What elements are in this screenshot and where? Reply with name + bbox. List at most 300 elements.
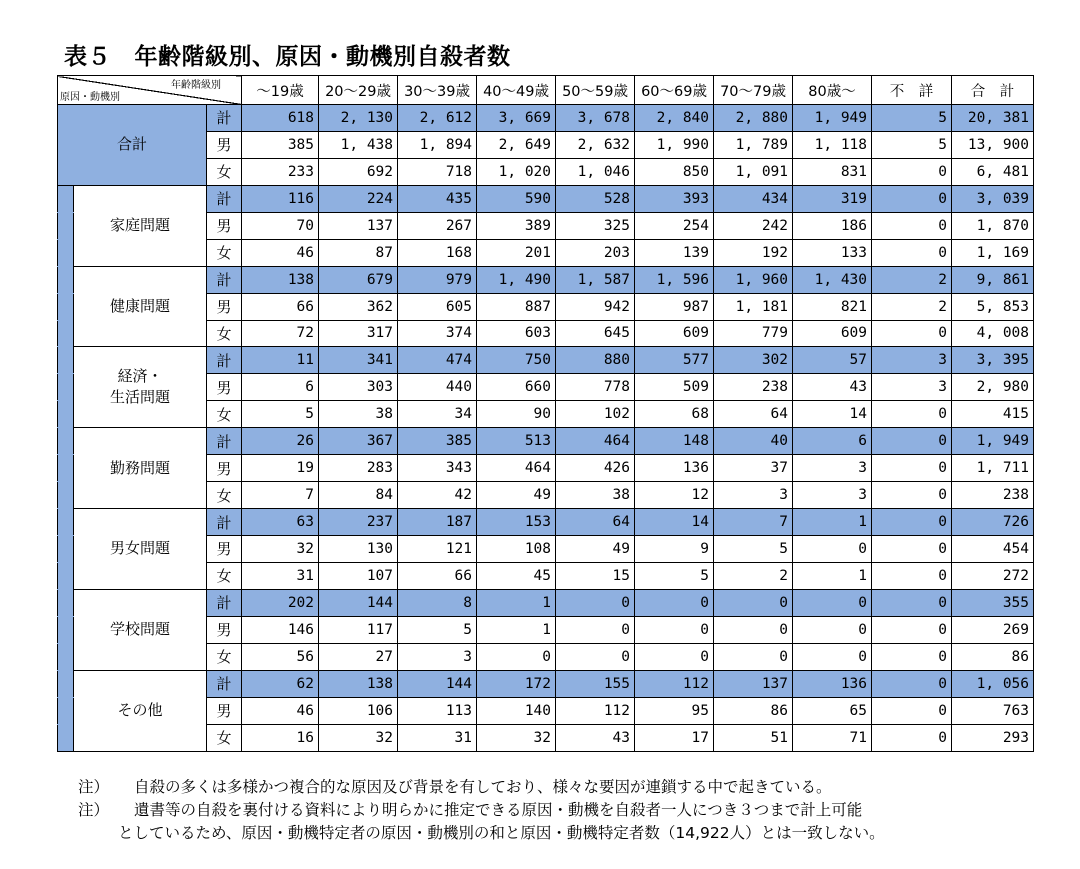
sex-label: 男 <box>207 455 242 482</box>
column-header: 70～79歳 <box>714 76 793 105</box>
value-cell: 14 <box>635 509 714 536</box>
table-title: 表５ 年齢階級別、原因・動機別自殺者数 <box>64 44 511 70</box>
value-cell: 0 <box>872 455 952 482</box>
value-cell: 15 <box>556 562 635 589</box>
category-label: 合計 <box>58 105 207 186</box>
value-cell: 11 <box>242 347 319 374</box>
value-cell: 62 <box>242 670 319 697</box>
value-cell: 138 <box>242 266 319 293</box>
value-cell: 242 <box>714 212 793 239</box>
value-cell: 2 <box>872 293 952 320</box>
indent-strip <box>58 562 74 589</box>
value-cell: 34 <box>398 401 477 428</box>
value-cell: 1, 438 <box>319 131 398 158</box>
value-cell: 238 <box>952 482 1034 509</box>
value-cell: 692 <box>319 158 398 185</box>
diag-label-age: 年齢階級別 <box>171 80 222 91</box>
value-cell: 112 <box>556 697 635 724</box>
value-cell: 1, 118 <box>793 131 872 158</box>
value-cell: 7 <box>714 509 793 536</box>
value-cell: 293 <box>952 724 1034 751</box>
value-cell: 192 <box>714 239 793 266</box>
value-cell: 186 <box>793 212 872 239</box>
value-cell: 31 <box>242 562 319 589</box>
value-cell: 0 <box>714 589 793 616</box>
value-cell: 979 <box>398 266 477 293</box>
notes-section <box>78 776 885 845</box>
value-cell: 1, 020 <box>477 158 556 185</box>
value-cell: 187 <box>398 509 477 536</box>
indent-strip <box>58 509 74 536</box>
value-cell: 367 <box>319 428 398 455</box>
value-cell: 71 <box>793 724 872 751</box>
value-cell: 0 <box>635 643 714 670</box>
sex-label: 計 <box>207 266 242 293</box>
value-cell: 605 <box>398 293 477 320</box>
value-cell: 32 <box>242 536 319 563</box>
indent-strip <box>58 320 74 347</box>
note-label: 注） <box>78 778 110 796</box>
value-cell: 68 <box>635 401 714 428</box>
value-cell: 38 <box>319 401 398 428</box>
sex-label: 男 <box>207 212 242 239</box>
indent-strip <box>58 212 74 239</box>
total-row <box>58 428 1034 455</box>
indent-strip <box>58 455 74 482</box>
sex-label: 女 <box>207 482 242 509</box>
value-cell: 0 <box>556 643 635 670</box>
category-label: 家庭問題 <box>74 185 207 266</box>
value-cell: 2, 980 <box>952 374 1034 401</box>
value-cell: 0 <box>872 562 952 589</box>
value-cell: 0 <box>872 212 952 239</box>
column-header: 60～69歳 <box>635 76 714 105</box>
sex-label: 男 <box>207 697 242 724</box>
value-cell: 1, 490 <box>477 266 556 293</box>
value-cell: 2, 649 <box>477 131 556 158</box>
value-cell: 4, 008 <box>952 320 1034 347</box>
indent-strip <box>58 293 74 320</box>
value-cell: 1 <box>793 562 872 589</box>
value-cell: 26 <box>242 428 319 455</box>
value-cell: 513 <box>477 428 556 455</box>
value-cell: 95 <box>635 697 714 724</box>
value-cell: 1, 894 <box>398 131 477 158</box>
value-cell: 108 <box>477 536 556 563</box>
sex-label: 計 <box>207 670 242 697</box>
sex-label: 男 <box>207 293 242 320</box>
value-cell: 1, 711 <box>952 455 1034 482</box>
value-cell: 1 <box>793 509 872 536</box>
value-cell: 645 <box>556 320 635 347</box>
indent-strip <box>58 724 74 751</box>
note-2-continuation: としているため、原因・動機特定者の原因・動機別の和と原因・動機特定者数（14,922人）とは一致しない。 <box>118 824 885 842</box>
indent-strip <box>58 616 74 643</box>
value-cell: 3, 678 <box>556 105 635 132</box>
value-cell: 87 <box>319 239 398 266</box>
value-cell: 778 <box>556 374 635 401</box>
note-2 <box>78 799 885 822</box>
value-cell: 355 <box>952 589 1034 616</box>
value-cell: 880 <box>556 347 635 374</box>
value-cell: 302 <box>714 347 793 374</box>
value-cell: 0 <box>714 643 793 670</box>
value-cell: 172 <box>477 670 556 697</box>
value-cell: 389 <box>477 212 556 239</box>
value-cell: 32 <box>319 724 398 751</box>
value-cell: 56 <box>242 643 319 670</box>
value-cell: 12 <box>635 482 714 509</box>
value-cell: 45 <box>477 562 556 589</box>
category-label: 学校問題 <box>74 589 207 670</box>
value-cell: 5 <box>714 536 793 563</box>
value-cell: 63 <box>242 509 319 536</box>
note-text: 遺書等の自殺を裏付ける資料により明らかに推定できる原因・動機を自殺者一人につき３つまで計上可能 <box>134 801 863 819</box>
note-1 <box>78 776 885 799</box>
value-cell: 66 <box>242 293 319 320</box>
value-cell: 2, 612 <box>398 105 477 132</box>
value-cell: 6 <box>242 374 319 401</box>
value-cell: 2, 840 <box>635 105 714 132</box>
value-cell: 887 <box>477 293 556 320</box>
value-cell: 283 <box>319 455 398 482</box>
indent-strip <box>58 697 74 724</box>
value-cell: 27 <box>319 643 398 670</box>
category-label: 男女問題 <box>74 509 207 590</box>
value-cell: 136 <box>793 670 872 697</box>
value-cell: 144 <box>319 589 398 616</box>
column-header: 不 詳 <box>872 76 952 105</box>
value-cell: 3 <box>793 455 872 482</box>
value-cell: 2, 632 <box>556 131 635 158</box>
total-row <box>58 347 1034 374</box>
value-cell: 0 <box>872 482 952 509</box>
value-cell: 5 <box>398 616 477 643</box>
sex-label: 男 <box>207 536 242 563</box>
value-cell: 0 <box>793 616 872 643</box>
value-cell: 272 <box>952 562 1034 589</box>
indent-strip <box>58 670 74 697</box>
value-cell: 850 <box>635 158 714 185</box>
value-cell: 148 <box>635 428 714 455</box>
value-cell: 464 <box>477 455 556 482</box>
value-cell: 0 <box>872 239 952 266</box>
value-cell: 3 <box>714 482 793 509</box>
value-cell: 987 <box>635 293 714 320</box>
value-cell: 20, 381 <box>952 105 1034 132</box>
value-cell: 374 <box>398 320 477 347</box>
value-cell: 385 <box>242 131 319 158</box>
value-cell: 528 <box>556 185 635 212</box>
value-cell: 70 <box>242 212 319 239</box>
suicide-stats-table <box>57 75 1034 752</box>
value-cell: 146 <box>242 616 319 643</box>
value-cell: 0 <box>556 616 635 643</box>
value-cell: 609 <box>793 320 872 347</box>
value-cell: 5 <box>872 105 952 132</box>
value-cell: 2, 880 <box>714 105 793 132</box>
sex-label: 計 <box>207 105 242 132</box>
value-cell: 831 <box>793 158 872 185</box>
value-cell: 1, 960 <box>714 266 793 293</box>
value-cell: 474 <box>398 347 477 374</box>
value-cell: 31 <box>398 724 477 751</box>
total-row <box>58 509 1034 536</box>
sex-label: 計 <box>207 428 242 455</box>
category-label: 経済・ 生活問題 <box>74 347 207 428</box>
category-label: その他 <box>74 670 207 751</box>
value-cell: 603 <box>477 320 556 347</box>
value-cell: 750 <box>477 347 556 374</box>
value-cell: 0 <box>714 616 793 643</box>
indent-strip <box>58 536 74 563</box>
value-cell: 343 <box>398 455 477 482</box>
value-cell: 362 <box>319 293 398 320</box>
value-cell: 14 <box>793 401 872 428</box>
value-cell: 137 <box>714 670 793 697</box>
value-cell: 0 <box>872 697 952 724</box>
value-cell: 590 <box>477 185 556 212</box>
value-cell: 168 <box>398 239 477 266</box>
value-cell: 0 <box>872 320 952 347</box>
value-cell: 2 <box>872 266 952 293</box>
value-cell: 8 <box>398 589 477 616</box>
value-cell: 49 <box>477 482 556 509</box>
value-cell: 203 <box>556 239 635 266</box>
value-cell: 49 <box>556 536 635 563</box>
sex-label: 女 <box>207 724 242 751</box>
value-cell: 1, 949 <box>793 105 872 132</box>
value-cell: 3, 039 <box>952 185 1034 212</box>
indent-strip <box>58 347 74 374</box>
value-cell: 116 <box>242 185 319 212</box>
value-cell: 43 <box>556 724 635 751</box>
value-cell: 113 <box>398 697 477 724</box>
sex-label: 計 <box>207 185 242 212</box>
value-cell: 86 <box>952 643 1034 670</box>
diagonal-header-cell <box>58 76 242 105</box>
value-cell: 106 <box>319 697 398 724</box>
sex-label: 女 <box>207 158 242 185</box>
value-cell: 0 <box>872 536 952 563</box>
value-cell: 303 <box>319 374 398 401</box>
value-cell: 121 <box>398 536 477 563</box>
value-cell: 426 <box>556 455 635 482</box>
value-cell: 138 <box>319 670 398 697</box>
value-cell: 5 <box>242 401 319 428</box>
value-cell: 140 <box>477 697 556 724</box>
value-cell: 454 <box>952 536 1034 563</box>
value-cell: 66 <box>398 562 477 589</box>
value-cell: 3, 669 <box>477 105 556 132</box>
sex-label: 男 <box>207 374 242 401</box>
value-cell: 3 <box>793 482 872 509</box>
total-row <box>58 670 1034 697</box>
value-cell: 13, 900 <box>952 131 1034 158</box>
value-cell: 0 <box>477 643 556 670</box>
column-header: 合 計 <box>952 76 1034 105</box>
value-cell: 90 <box>477 401 556 428</box>
value-cell: 46 <box>242 697 319 724</box>
sex-label: 女 <box>207 643 242 670</box>
value-cell: 0 <box>872 509 952 536</box>
note-label: 注） <box>78 801 110 819</box>
value-cell: 9, 861 <box>952 266 1034 293</box>
value-cell: 64 <box>714 401 793 428</box>
value-cell: 201 <box>477 239 556 266</box>
value-cell: 155 <box>556 670 635 697</box>
value-cell: 0 <box>872 724 952 751</box>
indent-strip <box>58 589 74 616</box>
value-cell: 415 <box>952 401 1034 428</box>
total-row <box>58 185 1034 212</box>
indent-strip <box>58 428 74 455</box>
value-cell: 1, 091 <box>714 158 793 185</box>
total-row <box>58 105 1034 132</box>
sex-label: 女 <box>207 320 242 347</box>
value-cell: 0 <box>872 589 952 616</box>
indent-strip <box>58 239 74 266</box>
column-header: 20～29歳 <box>319 76 398 105</box>
value-cell: 133 <box>793 239 872 266</box>
value-cell: 17 <box>635 724 714 751</box>
value-cell: 130 <box>319 536 398 563</box>
value-cell: 618 <box>242 105 319 132</box>
column-header: 50～59歳 <box>556 76 635 105</box>
value-cell: 72 <box>242 320 319 347</box>
sex-label: 計 <box>207 509 242 536</box>
value-cell: 3, 395 <box>952 347 1034 374</box>
value-cell: 0 <box>556 589 635 616</box>
value-cell: 269 <box>952 616 1034 643</box>
sex-label: 計 <box>207 347 242 374</box>
value-cell: 0 <box>872 428 952 455</box>
value-cell: 0 <box>793 589 872 616</box>
value-cell: 779 <box>714 320 793 347</box>
header-row <box>58 76 1034 105</box>
value-cell: 1 <box>477 616 556 643</box>
indent-strip <box>58 482 74 509</box>
value-cell: 107 <box>319 562 398 589</box>
value-cell: 254 <box>635 212 714 239</box>
value-cell: 341 <box>319 347 398 374</box>
value-cell: 385 <box>398 428 477 455</box>
diag-label-cause: 原因・動機別 <box>60 92 120 103</box>
value-cell: 112 <box>635 670 714 697</box>
value-cell: 577 <box>635 347 714 374</box>
value-cell: 102 <box>556 401 635 428</box>
value-cell: 3 <box>872 347 952 374</box>
note-text: 自殺の多くは多様かつ複合的な原因及び背景を有しており、様々な要因が連鎖する中で起きている。 <box>134 778 832 796</box>
value-cell: 434 <box>714 185 793 212</box>
value-cell: 0 <box>635 616 714 643</box>
value-cell: 40 <box>714 428 793 455</box>
value-cell: 1, 949 <box>952 428 1034 455</box>
value-cell: 57 <box>793 347 872 374</box>
value-cell: 0 <box>635 589 714 616</box>
value-cell: 9 <box>635 536 714 563</box>
value-cell: 435 <box>398 185 477 212</box>
value-cell: 42 <box>398 482 477 509</box>
value-cell: 16 <box>242 724 319 751</box>
value-cell: 718 <box>398 158 477 185</box>
value-cell: 144 <box>398 670 477 697</box>
indent-strip <box>58 401 74 428</box>
value-cell: 6 <box>793 428 872 455</box>
value-cell: 267 <box>398 212 477 239</box>
value-cell: 5 <box>872 131 952 158</box>
column-header: 30～39歳 <box>398 76 477 105</box>
value-cell: 393 <box>635 185 714 212</box>
value-cell: 237 <box>319 509 398 536</box>
value-cell: 117 <box>319 616 398 643</box>
value-cell: 679 <box>319 266 398 293</box>
value-cell: 1, 430 <box>793 266 872 293</box>
value-cell: 0 <box>872 616 952 643</box>
value-cell: 1, 870 <box>952 212 1034 239</box>
value-cell: 1, 181 <box>714 293 793 320</box>
category-label: 勤務問題 <box>74 428 207 509</box>
value-cell: 3 <box>872 374 952 401</box>
sex-label: 女 <box>207 239 242 266</box>
value-cell: 38 <box>556 482 635 509</box>
value-cell: 0 <box>872 401 952 428</box>
value-cell: 46 <box>242 239 319 266</box>
value-cell: 0 <box>793 643 872 670</box>
value-cell: 1, 596 <box>635 266 714 293</box>
value-cell: 609 <box>635 320 714 347</box>
value-cell: 1, 169 <box>952 239 1034 266</box>
indent-strip <box>58 266 74 293</box>
value-cell: 440 <box>398 374 477 401</box>
value-cell: 43 <box>793 374 872 401</box>
value-cell: 1 <box>477 589 556 616</box>
value-cell: 65 <box>793 697 872 724</box>
value-cell: 139 <box>635 239 714 266</box>
value-cell: 763 <box>952 697 1034 724</box>
value-cell: 1, 789 <box>714 131 793 158</box>
table-body <box>58 105 1034 752</box>
value-cell: 0 <box>872 158 952 185</box>
value-cell: 0 <box>872 670 952 697</box>
value-cell: 1, 990 <box>635 131 714 158</box>
value-cell: 317 <box>319 320 398 347</box>
value-cell: 238 <box>714 374 793 401</box>
value-cell: 7 <box>242 482 319 509</box>
column-header: 40～49歳 <box>477 76 556 105</box>
indent-strip <box>58 643 74 670</box>
value-cell: 2 <box>714 562 793 589</box>
category-label: 健康問題 <box>74 266 207 347</box>
value-cell: 2, 130 <box>319 105 398 132</box>
total-row <box>58 589 1034 616</box>
column-header: 80歳～ <box>793 76 872 105</box>
value-cell: 325 <box>556 212 635 239</box>
value-cell: 0 <box>872 643 952 670</box>
sex-label: 男 <box>207 616 242 643</box>
value-cell: 233 <box>242 158 319 185</box>
value-cell: 0 <box>793 536 872 563</box>
value-cell: 84 <box>319 482 398 509</box>
value-cell: 6, 481 <box>952 158 1034 185</box>
value-cell: 136 <box>635 455 714 482</box>
value-cell: 319 <box>793 185 872 212</box>
indent-strip <box>58 185 74 212</box>
sex-label: 女 <box>207 562 242 589</box>
column-header: ～19歳 <box>242 76 319 105</box>
value-cell: 64 <box>556 509 635 536</box>
value-cell: 32 <box>477 724 556 751</box>
